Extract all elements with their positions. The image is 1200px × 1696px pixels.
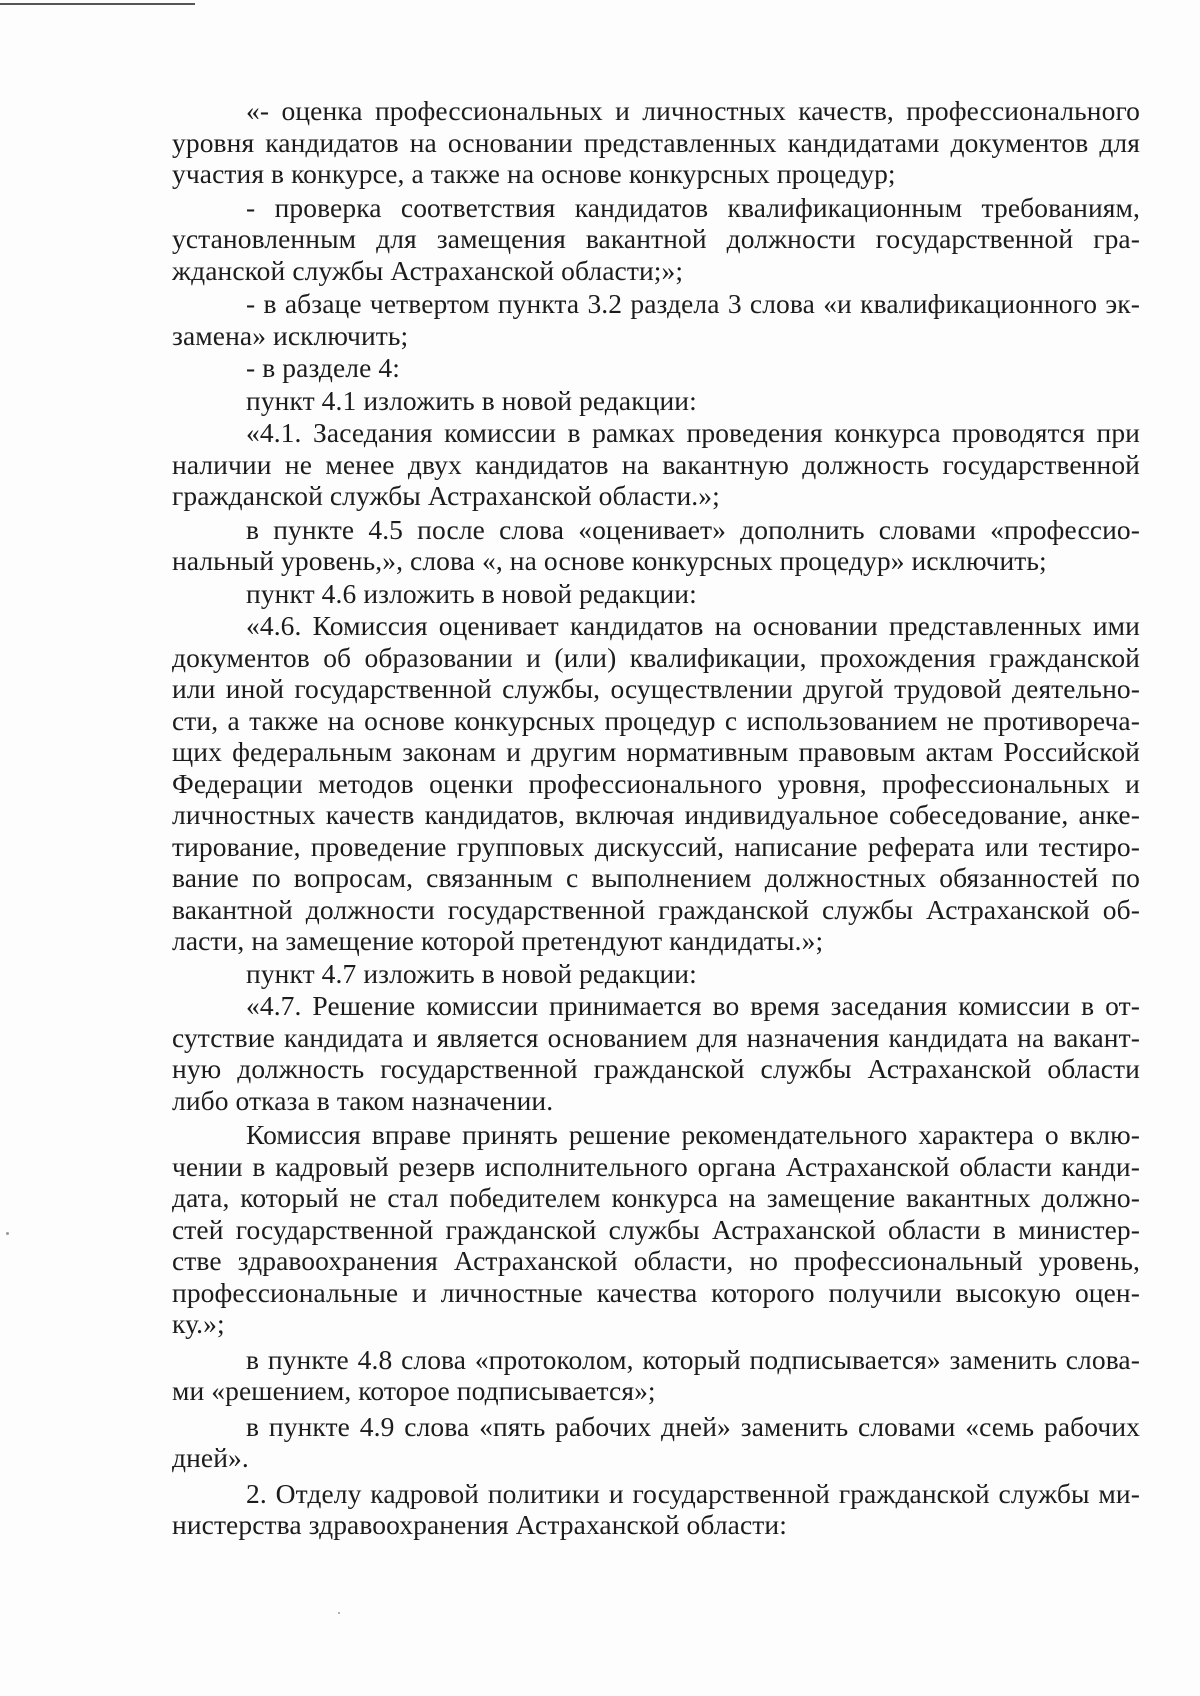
- text-line: сутствие кандидата и является основанием для назначения кандидата на вакант-: [172, 1021, 1140, 1053]
- text-line: в пункте 4.5 после слова «оценивает» дополнить словами «профессио-: [246, 513, 1140, 545]
- text-line: вакантной должности государственной гражданской службы Астраханской об-: [172, 893, 1140, 925]
- text-line: дата, который не стал победителем конкурса на замещение вакантных должно-: [172, 1182, 1140, 1213]
- text-line: «4.6. Комиссия оценивает кандидатов на основании представленных ими: [246, 610, 1140, 641]
- text-line: гражданской службы Астраханской области.»;: [172, 480, 720, 511]
- text-line: ку.»;: [172, 1308, 225, 1339]
- text-line: уровня кандидатов на основании представленных кандидатами документов для: [172, 126, 1140, 158]
- text-line: дней».: [172, 1442, 249, 1473]
- text-line: чении в кадровый резерв исполнительного органа Астраханской области канди-: [172, 1150, 1140, 1182]
- text-line: пункт 4.7 изложить в новой редакции:: [246, 957, 697, 989]
- text-line: Федерации методов оценки профессионального уровня, профессиональных и: [172, 767, 1140, 799]
- text-line: документов об образовании и (или) квалификации, прохождения гражданской: [172, 641, 1140, 673]
- document-body: [172, 95, 1140, 1541]
- text-line: профессиональные и личностные качества которого получили высокую оцен-: [172, 1276, 1140, 1308]
- text-line: личностных качеств кандидатов, включая индивидуальное собеседование, анке-: [172, 799, 1140, 830]
- text-line: «4.1. Заседания комиссии в рамках проведения конкурса проводятся при: [246, 417, 1140, 448]
- text-line: пункт 4.1 изложить в новой редакции:: [246, 384, 697, 416]
- text-line: «- оценка профессиональных и личностных качеств, профессионального: [246, 95, 1140, 126]
- text-line: стей государственной гражданской службы Астраханской области в министер-: [172, 1213, 1140, 1245]
- text-line: в пункте 4.8 слова «протоколом, который подписывается» заменить слова-: [246, 1343, 1140, 1375]
- scan-edge-line: [0, 3, 195, 5]
- text-line: Комиссия вправе принять решение рекомендательного характера о вклю-: [246, 1119, 1140, 1150]
- text-line: замена» исключить;: [172, 319, 409, 351]
- text-line: пункт 4.6 изложить в новой редакции:: [246, 577, 697, 609]
- text-line: ласти, на замещение которой претендуют кандидаты.»;: [172, 925, 824, 956]
- text-line: 2. Отделу кадровой политики и государственной гражданской службы ми-: [246, 1477, 1140, 1509]
- text-line: «4.7. Решение комиссии принимается во время заседания комиссии в от-: [246, 990, 1140, 1021]
- text-line: вание по вопросам, связанным с выполнением должностных обязанностей по: [172, 862, 1140, 893]
- text-line: жданской службы Астраханской области;»;: [172, 254, 684, 286]
- text-line: тирование, проведение групповых дискуссий, написание реферата или тестиро-: [172, 830, 1140, 862]
- text-line: - проверка соответствия кандидатов квалификационным требованиям,: [246, 191, 1140, 223]
- text-line: стве здравоохранения Астраханской области, но профессиональный уровень,: [172, 1245, 1140, 1276]
- text-line: нистерства здравоохранения Астраханской области:: [172, 1509, 787, 1540]
- text-line: ми «решением, которое подписывается»;: [172, 1375, 656, 1406]
- text-line: ную должность государственной гражданской службы Астраханской области: [172, 1053, 1140, 1084]
- text-line: установленным для замещения вакантной должности государственной гра-: [172, 223, 1140, 254]
- text-line: наличии не менее двух кандидатов на вакантную должность государственной: [172, 448, 1140, 480]
- text-line: нальный уровень,», слова «, на основе конкурсных процедур» исключить;: [172, 545, 1047, 576]
- text-line: либо отказа в таком назначении.: [172, 1084, 554, 1116]
- text-line: - в абзаце четвертом пункта 3.2 раздела 3 слова «и квалификационного эк-: [246, 288, 1140, 319]
- text-line: участия в конкурсе, а также на основе конкурсных процедур;: [172, 158, 896, 189]
- text-line: щих федеральным законам и другим нормативным правовым актам Российской: [172, 736, 1140, 767]
- scan-speck: [338, 1612, 340, 1614]
- text-line: или иной государственной службы, осуществлении другой трудовой деятельно-: [172, 673, 1140, 704]
- text-line: сти, а также на основе конкурсных процедур с использованием не противореча-: [172, 704, 1140, 736]
- text-line: - в разделе 4:: [246, 352, 401, 383]
- scan-speck: [6, 1232, 9, 1235]
- text-line: в пункте 4.9 слова «пять рабочих дней» заменить словами «семь рабочих: [246, 1410, 1140, 1442]
